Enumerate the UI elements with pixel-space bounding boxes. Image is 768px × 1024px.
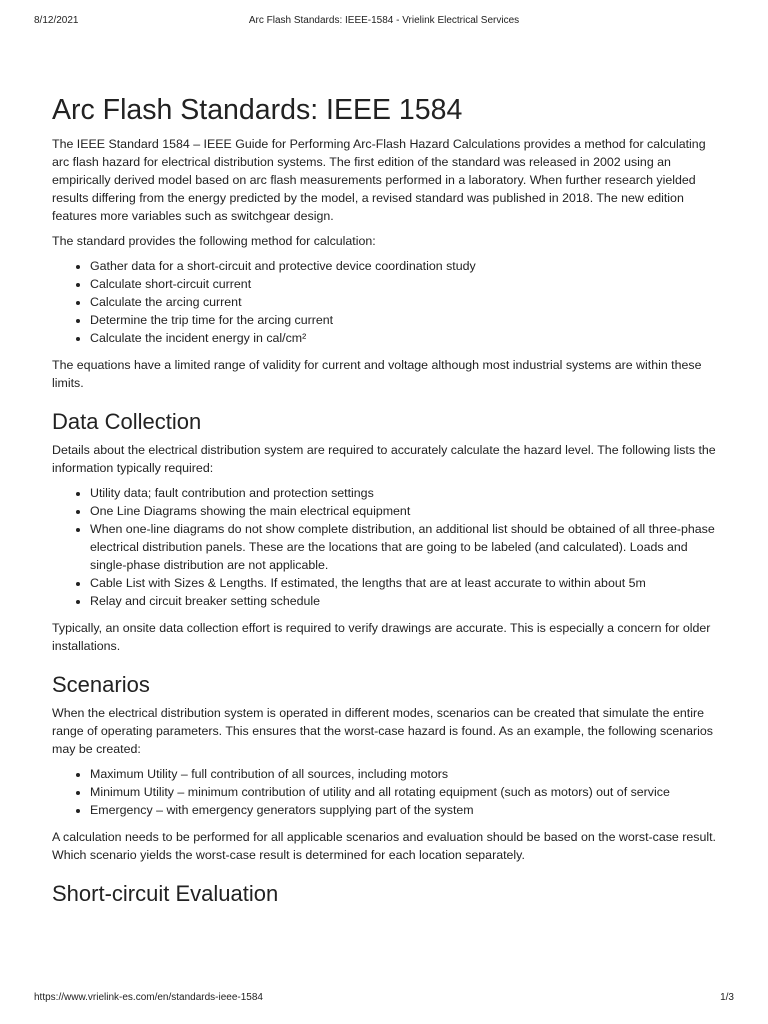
print-date: 8/12/2021 — [34, 15, 79, 26]
list-item: • Calculate short-circuit current — [90, 275, 718, 293]
list-item: • Calculate the incident energy in cal/cm² — [90, 329, 718, 347]
limits-paragraph: The equations have a limited range of validity for current and voltage although most industrial systems are within these limits. — [52, 358, 702, 390]
article-content — [52, 92, 718, 913]
list-item: • Emergency – with emergency generators supplying part of the system — [90, 801, 718, 819]
data-collection-outro: Typically, an onsite data collection effort is required to verify drawings are accurate. This is especially a concern for older installations. — [52, 621, 711, 653]
list-item: • One Line Diagrams showing the main electrical equipment — [90, 502, 718, 520]
method-intro-paragraph: The standard provides the following method for calculation: — [52, 234, 376, 248]
list-item: • Relay and circuit breaker setting schedule — [90, 592, 718, 610]
page-number: 1/3 — [720, 992, 734, 1003]
data-collection-list — [52, 484, 718, 610]
scenarios-heading: Scenarios — [52, 672, 150, 697]
page-title: Arc Flash Standards: IEEE 1584 — [52, 94, 463, 126]
list-item: • Minimum Utility – minimum contribution of utility and all rotating equipment (such as motors) out of service — [90, 783, 718, 801]
list-item: • Cable List with Sizes & Lengths. If estimated, the lengths that are at least accurate to within about 5m — [90, 574, 718, 592]
scenarios-intro: When the electrical distribution system is operated in different modes, scenarios can be created that simulate the entire range of operating parameters. This ensures that the worst-case hazard is found. As an example, the following scenarios may be created: — [52, 706, 713, 756]
page-url: https://www.vrielink-es.com/en/standards-ieee-1584 — [34, 992, 263, 1003]
list-item: • Gather data for a short-circuit and protective device coordination study — [90, 257, 718, 275]
print-page-title: Arc Flash Standards: IEEE-1584 - Vrielink Electrical Services — [248, 15, 520, 26]
print-header — [34, 15, 734, 29]
list-item: • Calculate the arcing current — [90, 293, 718, 311]
data-collection-intro: Details about the electrical distribution system are required to accurately calculate the hazard level. The following lists the information typically required: — [52, 443, 716, 475]
print-footer — [34, 992, 734, 1006]
list-item: • Determine the trip time for the arcing current — [90, 311, 718, 329]
intro-paragraph: The IEEE Standard 1584 – IEEE Guide for Performing Arc-Flash Hazard Calculations provides a method for calculating arc flash hazard for electrical distribution systems. The first edition of the standard was released in 2002 using an empirically derived model based on arc flash measurements performed in a laboratory. When further research yielded results differing from the energy predicted by the model, a revised standard was published in 2018. The new edition features more variables such as switchgear design. — [52, 137, 706, 223]
data-collection-heading: Data Collection — [52, 409, 202, 434]
list-item: • When one-line diagrams do not show complete distribution, an additional list should be obtained of all three-phase electrical distribution panels. These are the locations that are going to be labeled (and calculated). Loads and single-phase distribution are not applicable. — [90, 520, 718, 574]
short-circuit-heading: Short-circuit Evaluation — [52, 881, 279, 906]
scenarios-outro: A calculation needs to be performed for all applicable scenarios and evaluation should be based on the worst-case result. Which scenario yields the worst-case result is determined for each location separately. — [52, 830, 716, 862]
method-steps-list — [52, 257, 718, 347]
list-item: • Utility data; fault contribution and protection settings — [90, 484, 718, 502]
list-item: • Maximum Utility – full contribution of all sources, including motors — [90, 765, 718, 783]
scenarios-list — [52, 765, 718, 819]
